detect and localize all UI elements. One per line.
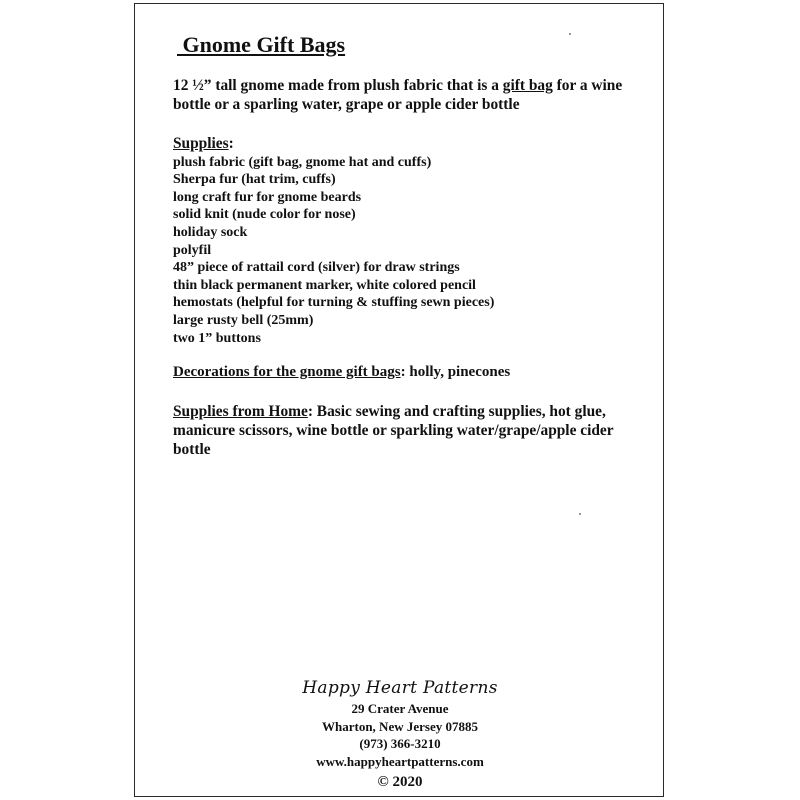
supply-item: hemostats (helpful for turning & stuffing sewn pieces) <box>173 295 495 311</box>
supply-item: holiday sock <box>173 224 248 240</box>
decorations-heading: Decorations for the gnome gift bags <box>173 364 401 380</box>
supply-item: 48” piece of rattail cord (silver) for draw strings <box>173 260 460 276</box>
decorations-text: : holly, pinecones <box>400 364 511 380</box>
supplies-from-home-text: : Basic sewing and crafting supplies, hot glue, manicure scissors, wine bottle or sparkling water/grape/apple cider bottle <box>173 403 614 458</box>
supply-item: solid knit (nude color for nose) <box>173 207 356 223</box>
supply-item: large rusty bell (25mm) <box>173 312 314 328</box>
supply-item: polyfil <box>173 242 212 258</box>
intro-text-start: 12 ½” tall gnome made from plush fabric that is a <box>173 77 503 94</box>
page-title: Gnome Gift Bags <box>177 32 346 57</box>
phone-number: (973) 366-3210 <box>359 736 441 751</box>
supplies-heading-line <box>173 134 653 154</box>
address-line-1: 29 Crater Avenue <box>351 701 449 716</box>
supply-item: long craft fur for gnome beards <box>173 189 362 205</box>
pattern-page <box>134 3 664 797</box>
address-line-2: Wharton, New Jersey 07885 <box>322 718 478 734</box>
brand-name: Happy Heart Patterns <box>302 678 498 698</box>
supply-item: two 1” buttons <box>173 330 261 346</box>
intro-paragraph <box>173 76 653 114</box>
supplies-section <box>173 134 653 347</box>
supplies-heading: Supplies <box>173 135 229 152</box>
copyright-notice: © 2020 <box>377 774 423 790</box>
supply-item: thin black permanent marker, white colored pencil <box>173 277 476 293</box>
supplies-from-home-paragraph <box>173 402 653 459</box>
intro-text-end: for a wine bottle or a sparling water, grape or apple cider bottle <box>173 77 623 113</box>
scan-speck <box>579 513 581 515</box>
publisher-footer <box>135 676 665 792</box>
scan-speck <box>569 33 571 35</box>
supply-item: Sherpa fur (hat trim, cuffs) <box>173 172 336 188</box>
supplies-list <box>173 154 653 348</box>
supplies-heading-colon: : <box>228 135 234 152</box>
website: www.happyheartpatterns.com <box>316 753 484 769</box>
supply-item: plush fabric (gift bag, gnome hat and cuffs) <box>173 154 432 170</box>
supplies-from-home-heading: Supplies from Home <box>173 403 308 420</box>
decorations-paragraph <box>173 363 653 382</box>
gift-bag-term: gift bag <box>502 77 553 94</box>
